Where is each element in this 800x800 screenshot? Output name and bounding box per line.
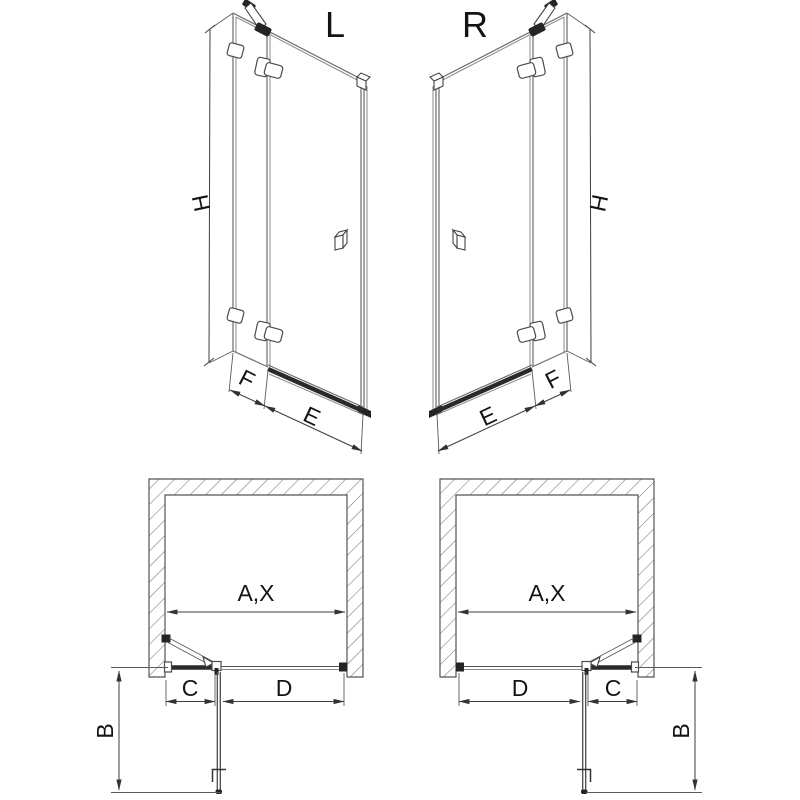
door-bottom-cap [216,790,223,795]
wall-profile-left [165,662,172,672]
dim-label-door: E [299,400,325,432]
fixed-panel-bottom-edge [233,351,268,367]
door-panel [429,13,567,418]
support-bar [528,0,559,37]
front-right-view [429,0,613,454]
dimension-b [92,668,221,793]
wall-bracket-top [556,42,574,58]
top-edge [437,13,567,80]
dim-label-door: D [511,675,529,701]
dim-label-fixed: F [540,364,566,394]
dimension-ax [458,580,636,612]
front-left-view [187,0,371,454]
door-catch-left [456,663,464,672]
dimension-c [166,674,215,706]
niche-walls-hatched [440,479,654,677]
doorway-plane [456,662,639,672]
dim-label-door: E [475,400,501,432]
dimension-b [586,668,702,793]
dim-label-door: D [275,675,293,701]
door-handle-plan [213,770,227,783]
dim-label-fixed: F [234,364,260,394]
hinges [254,57,283,343]
niche-walls-hatched [149,479,363,677]
fixed-panel-bottom-edge [532,351,567,367]
plan-right-view [440,479,702,794]
wall-bracket-top [227,42,245,58]
dim-label-height: H [186,192,216,214]
door-bottom-cap [581,790,588,795]
dimension-d [223,673,344,706]
door-handle-knob [453,230,465,250]
doorway-plane [165,662,348,672]
dimension-h [187,13,233,366]
plan-left-view [92,479,363,794]
open-door-plan [212,662,226,795]
door-panel [233,13,371,418]
threshold-top [268,365,363,407]
door-catch-right [339,663,347,672]
dim-label-fixed: C [604,675,622,701]
hinges [517,57,546,343]
dim-label-opening: A,X [528,580,566,606]
wall-bracket-bottom [556,307,574,323]
dimension-c [588,674,637,706]
threshold-top [437,365,532,407]
wall-bracket-bottom [227,307,245,323]
variant-label-left: L [324,4,346,45]
dimension-h [567,13,613,366]
dimension-d [459,673,580,706]
variant-label-right: R [462,4,488,45]
dim-label-opening: A,X [237,580,275,606]
door-handle-knob [335,230,347,250]
dim-label-swing: B [668,723,694,739]
open-door-plan [577,662,591,795]
wall-profile-right [632,662,639,672]
dim-label-height: H [584,192,614,214]
support-bar [242,0,273,37]
dim-label-swing: B [92,723,118,739]
dimension-ax [167,580,345,612]
dim-label-fixed: C [181,675,199,701]
door-handle-plan [577,770,591,783]
